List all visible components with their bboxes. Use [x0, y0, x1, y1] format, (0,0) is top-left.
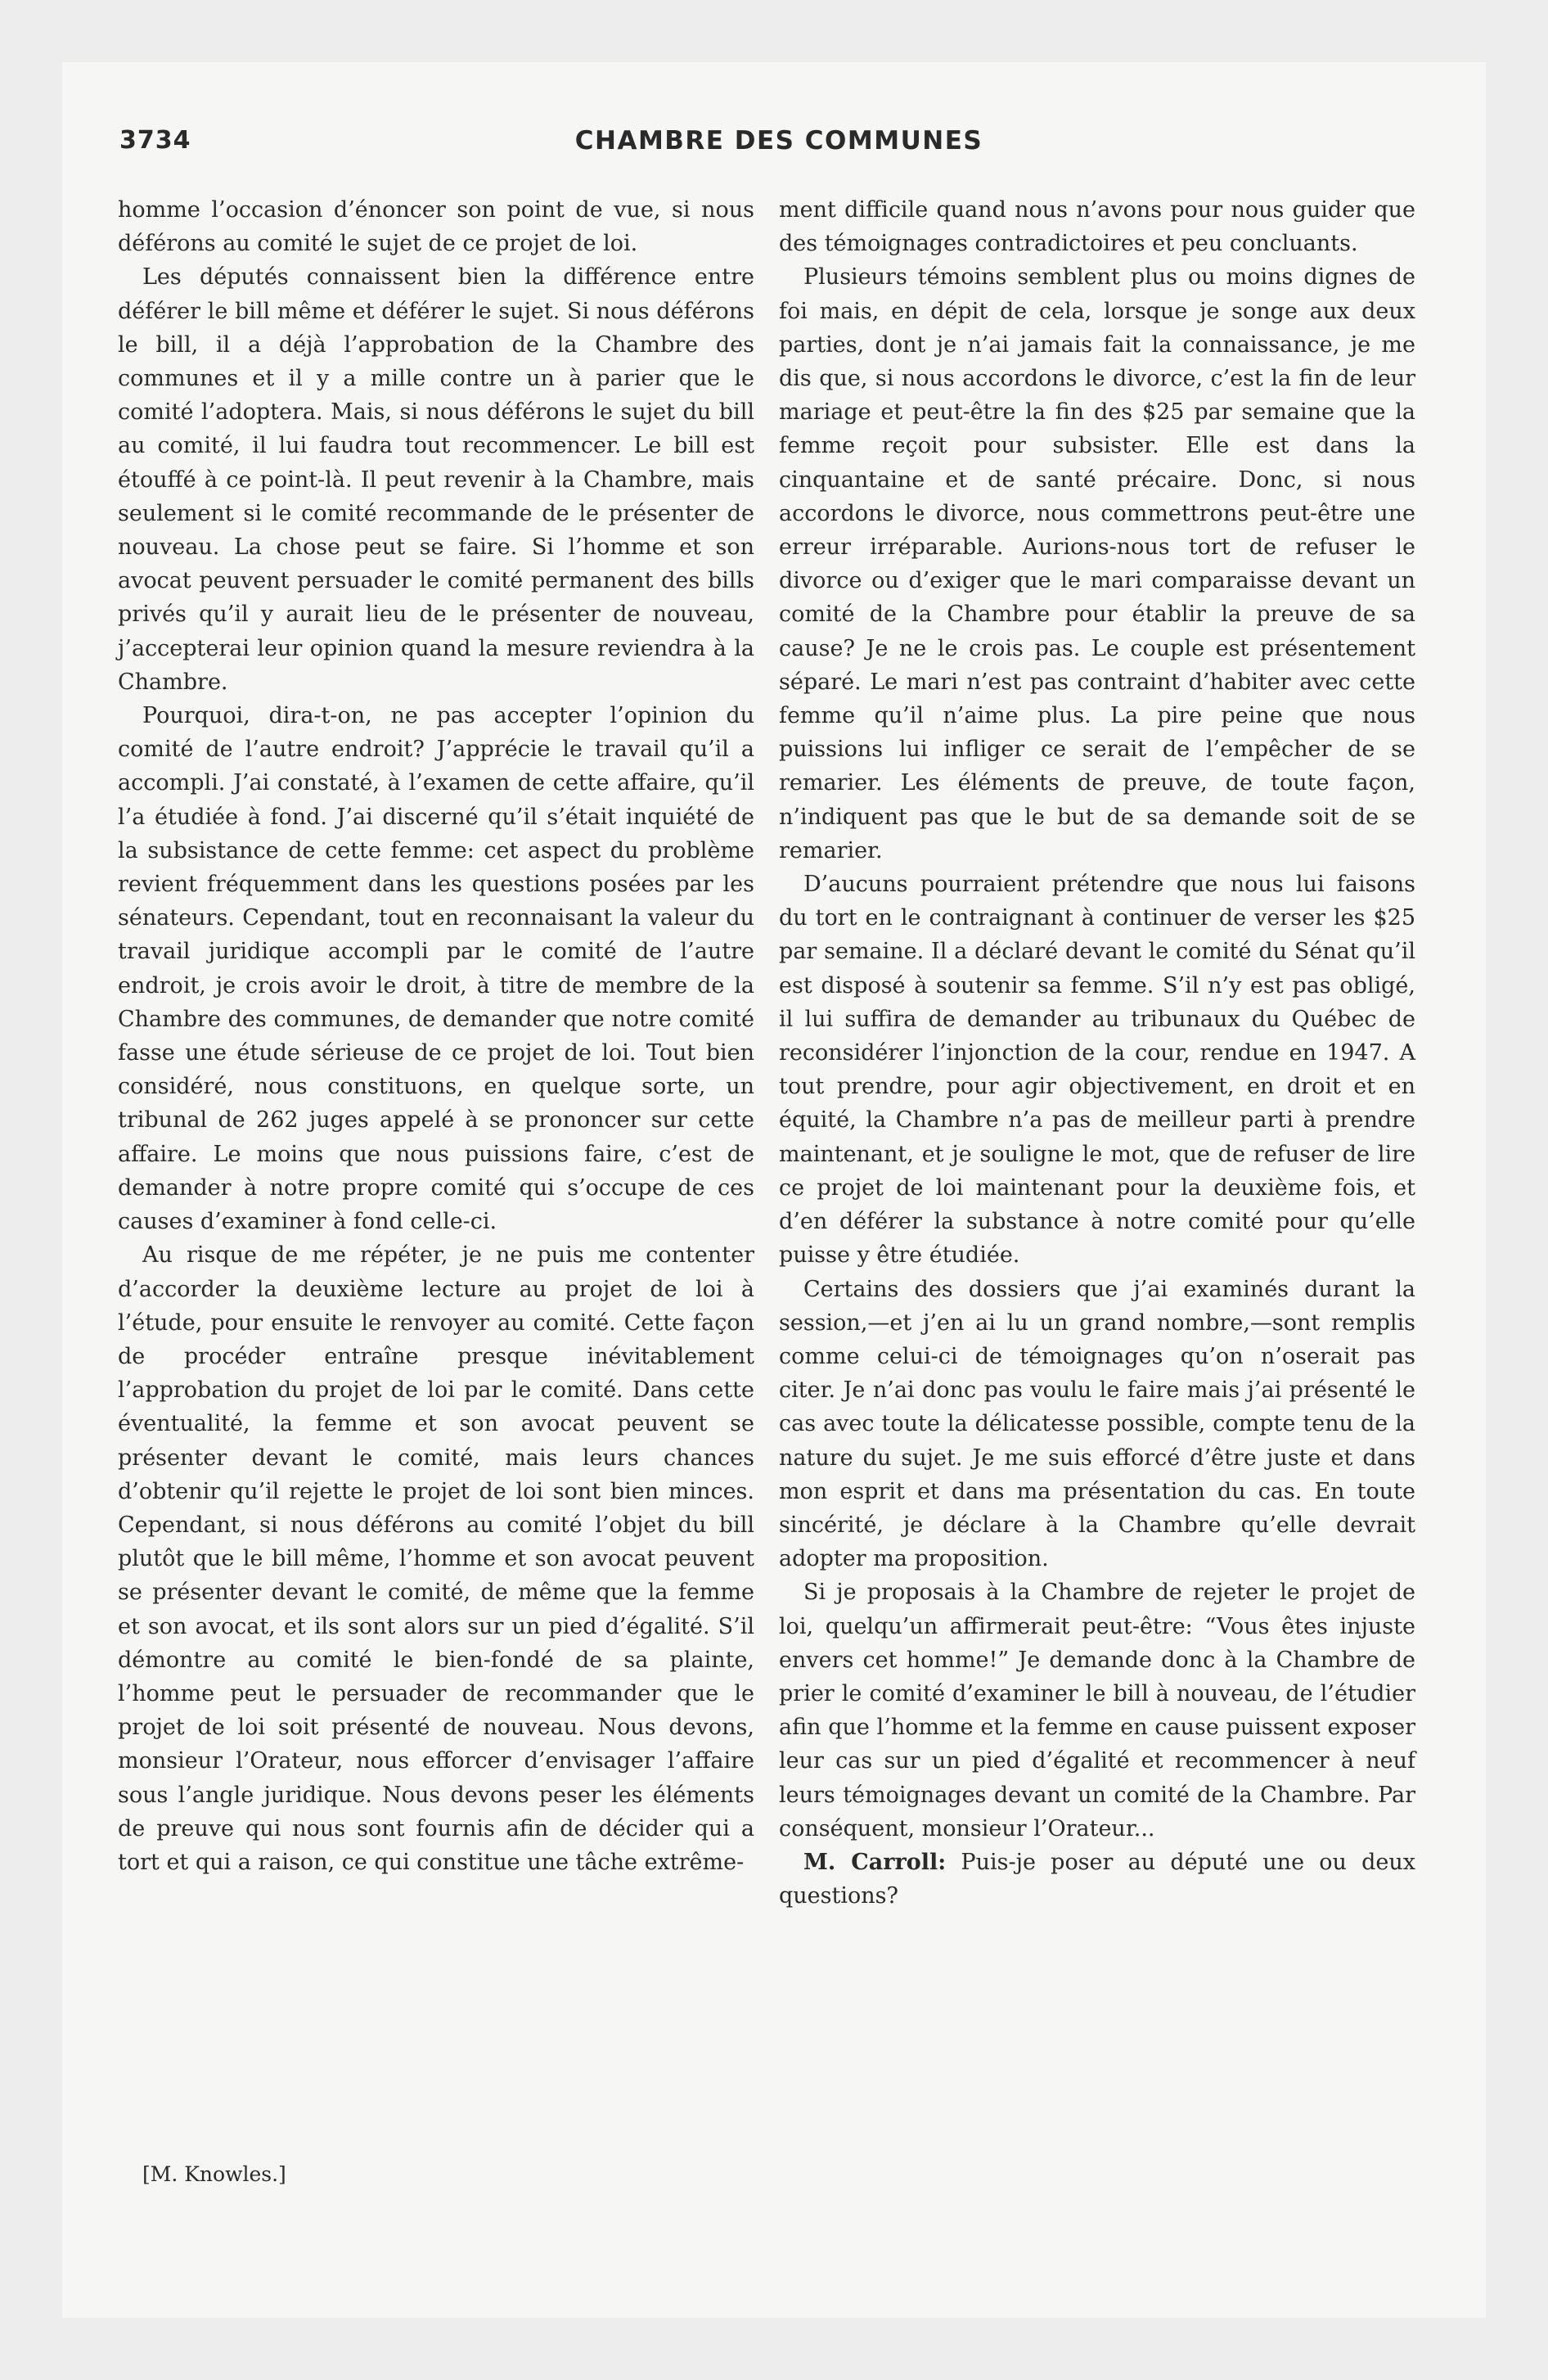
- paragraph: Certains des dossiers que j’ai examinés durant la session,—et j’en ai lu un grand nombre,—sont remplis comme celui-ci de témoignages qu’on n’oserait pas citer. Je n’ai donc pas voulu le faire mais j’ai présenté le cas avec toute la délicatesse possible, compte tenu de la nature du sujet. Je me suis efforcé d’être juste et dans mon esprit et dans ma présentation du cas. En toute sincérité, je déclare à la Chambre qu’elle devrait adopter ma proposition.: [779, 1276, 1415, 1572]
- paragraph: Si je proposais à la Chambre de rejeter le projet de loi, quelqu’un affirmerait peut-être: “Vous êtes injuste envers cet homme!” Je demande donc à la Chambre de prier le comité d’examiner le bill à nouveau, de l’étudier afin que l’homme et la femme en cause puissent exposer leur cas sur un pied d’égalité et recommencer à neuf leurs témoignages devant un comité de la Chambre. Par conséquent, monsieur l’Orateur...: [779, 1580, 1415, 1841]
- speaker-text: Puis-je poser au député une ou deux questions?: [779, 1849, 1415, 1909]
- paragraph: homme l’occasion d’énoncer son point de vue, si nous déférons au comité le sujet de ce projet de loi.: [118, 197, 754, 257]
- right-column: [779, 193, 1415, 1913]
- page-header: [119, 126, 1438, 165]
- running-title: CHAMBRE DES COMMUNES: [574, 126, 983, 156]
- speaker-name: M. Carroll:: [803, 1849, 947, 1875]
- left-column: [118, 193, 754, 1879]
- paragraph: Plusieurs témoins semblent plus ou moins dignes de foi mais, en dépit de cela, lorsque je songe aux deux parties, dont je n’ai jamais fait la connaissance, je me dis que, si nous accordons le divorce, c’est la fin de leur mariage et peut-être la fin des $25 par semaine que la femme reçoit pour subsister. Elle est dans la cinquantaine et de santé précaire. Donc, si nous accordons le divorce, nous commettrons peut-être une erreur irréparable. Aurions-nous tort de refuser le divorce ou d’exiger que le mari comparaisse devant un comité de la Chambre pour établir la preuve de sa cause? Je ne le crois pas. Le couple est présentement séparé. Le mari n’est pas contraint d’habiter avec cette femme qu’il n’aime plus. La pire peine que nous puissions lui infliger ce serait de l’empêcher de se remarier. Les éléments de preuve, de toute façon, n’indiquent pas que le but de sa demande soit de se remarier.: [779, 264, 1415, 863]
- paragraph: Les députés connaissent bien la différence entre déférer le bill même et déférer le sujet. Si nous déférons le bill, il a déjà l’approbation de la Chambre des communes et il y a mille contre un à parier que le comité l’adoptera. Mais, si nous déférons le sujet du bill au comité, il lui faudra tout recommencer. Le bill est étouffé à ce point-là. Il peut revenir à la Chambre, mais seulement si le comité recommande de le présenter de nouveau. La chose peut se faire. Si l’homme et son avocat peuvent persuader le comité permanent des bills privés qu’il y aurait lieu de le présenter de nouveau, j’accepterai leur opinion quand la mesure reviendra à la Chambre.: [118, 264, 754, 695]
- paragraph: ment difficile quand nous n’avons pour nous guider que des témoignages contradictoires et peu concluants.: [779, 197, 1415, 257]
- speaker-paragraph: [779, 1846, 1415, 1913]
- paragraph: D’aucuns pourraient prétendre que nous lui faisons du tort en le contraignant à continuer de verser les $25 par semaine. Il a déclaré devant le comité du Sénat qu’il est disposé à soutenir sa femme. S’il n’y est pas obligé, il lui suffira de demander au tribunaux du Québec de reconsidérer l’injonction de la cour, rendue en 1947. A tout prendre, pour agir objectivement, en droit et en équité, la Chambre n’a pas de meilleur parti à prendre maintenant, et je souligne le mot, que de refuser de lire ce projet de loi maintenant pour la deuxième fois, et d’en déférer la substance à notre comité pour qu’elle puisse y être étudiée.: [779, 872, 1415, 1269]
- paragraph: Pourquoi, dira-t-on, ne pas accepter l’opinion du comité de l’autre endroit? J’apprécie le travail qu’il a accompli. J’ai constaté, à l’examen de cette affaire, qu’il l’a étudiée à fond. J’ai discerné qu’il s’était inquiété de la subsistance de cette femme: cet aspect du problème revient fréquemment dans les questions posées par les sénateurs. Cependant, tout en reconnaisant la valeur du travail juridique accompli par le comité de l’autre endroit, je crois avoir le droit, à titre de membre de la Chambre des communes, de demander que notre comité fasse une étude sérieuse de ce projet de loi. Tout bien considéré, nous constituons, en quelque sorte, un tribunal de 262 juges appelé à se prononcer sur cette affaire. Le moins que nous puissions faire, c’est de demander à notre propre comité qui s’occupe de ces causes d’examiner à fond celle-ci.: [118, 703, 754, 1235]
- page-number: 3734: [119, 126, 191, 155]
- page: [62, 62, 1486, 2318]
- speaker-footnote: [M. Knowles.]: [142, 2162, 286, 2186]
- paragraph: Au risque de me répéter, je ne puis me contenter d’accorder la deuxième lecture au projet de loi à l’étude, pour ensuite le renvoyer au comité. Cette façon de procéder entraîne presque inévitablement l’approbation du projet de loi par le comité. Dans cette éventualité, la femme et son avocat peuvent se présenter devant le comité, mais leurs chances d’obtenir qu’il rejette le projet de loi sont bien minces. Cependant, si nous déférons au comité l’objet du bill plutôt que le bill même, l’homme et son avocat peuvent se présenter devant le comité, de même que la femme et son avocat, et ils sont alors sur un pied d’égalité. S’il démontre au comité le bien-fondé de sa plainte, l’homme peut le persuader de recommander que le projet de loi soit présenté de nouveau. Nous devons, monsieur l’Orateur, nous efforcer d’envisager l’affaire sous l’angle juridique. Nous devons peser les éléments de preuve qui nous sont fournis afin de décider qui a tort et qui a raison, ce qui constitue une tâche extrême-: [118, 1242, 754, 1875]
